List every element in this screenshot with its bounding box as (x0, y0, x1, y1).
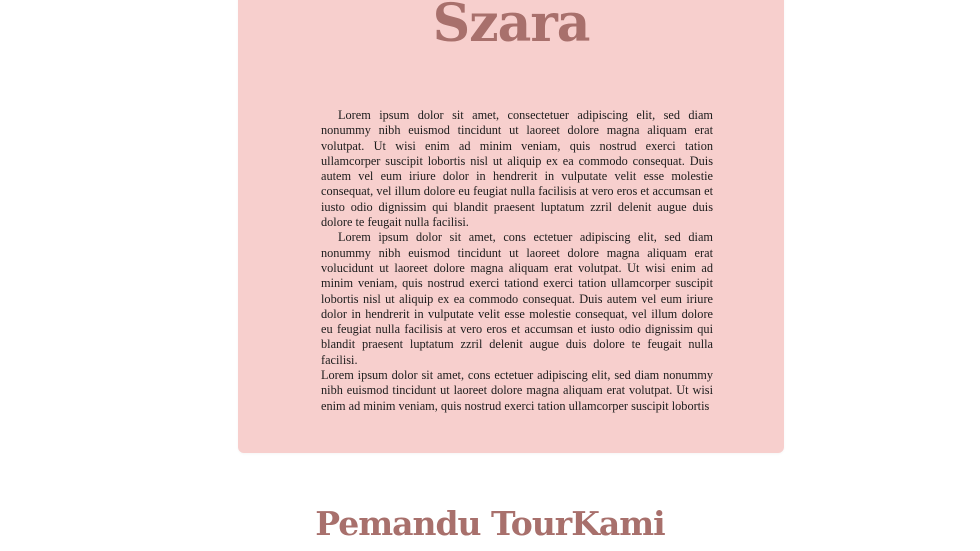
body-paragraph-3: Lorem ipsum dolor sit amet, cons ectetuer adipiscing elit, sed diam nonummy nibh euismod tincidunt ut laoreet dolore magna aliquam erat volutpat. Ut wisi enim ad minim veniam, quis nostrud exerci tation ullamcorper suscipit lobortis (321, 368, 713, 413)
body-paragraph-2: Lorem ipsum dolor sit amet, cons ectetuer adipiscing elit, sed diam nonummy nibh euismod tincidunt ut laoreet dolore magna aliquam erat volucidunt ut laoreet dolore magna aliquam erat volutpat. Ut wisi enim ad minim veniam, quis nostrud exerci tationd exerci tation ullamcorper suscipit lobortis nisl ut aliquip ex ea commodo consequat. Duis autem vel eum iriure dolor in hendrerit in vulputate velit esse molestie consequat, vel illum dolore eu feugiat nulla facilisis at vero eros et accumsan et iusto odio dignissim qui blandit praesent luptatum zzril delenit augue duis dolore te feugait nulla facilisi. (321, 230, 713, 367)
section-heading: Pemandu TourKami (315, 504, 665, 543)
card-title: Szara (432, 0, 590, 54)
card-body-text (321, 108, 713, 414)
body-paragraph-1: Lorem ipsum dolor sit amet, consectetuer adipiscing elit, sed diam nonummy nibh euismod tincidunt ut laoreet dolore magna aliquam erat volutpat. Ut wisi enim ad minim veniam, quis nostrud exerci tation ullamcorper suscipit lobortis nisl ut aliquip ex ea commodo consequat. Duis autem vel eum iriure dolor in hendrerit in vulputate velit esse molestie consequat, vel illum dolore eu feugiat nulla facilisis at vero eros et accumsan et iusto odio dignissim qui blandit praesent luptatum zzril delenit augue duis dolore te feugait nulla facilisi. (321, 108, 713, 230)
